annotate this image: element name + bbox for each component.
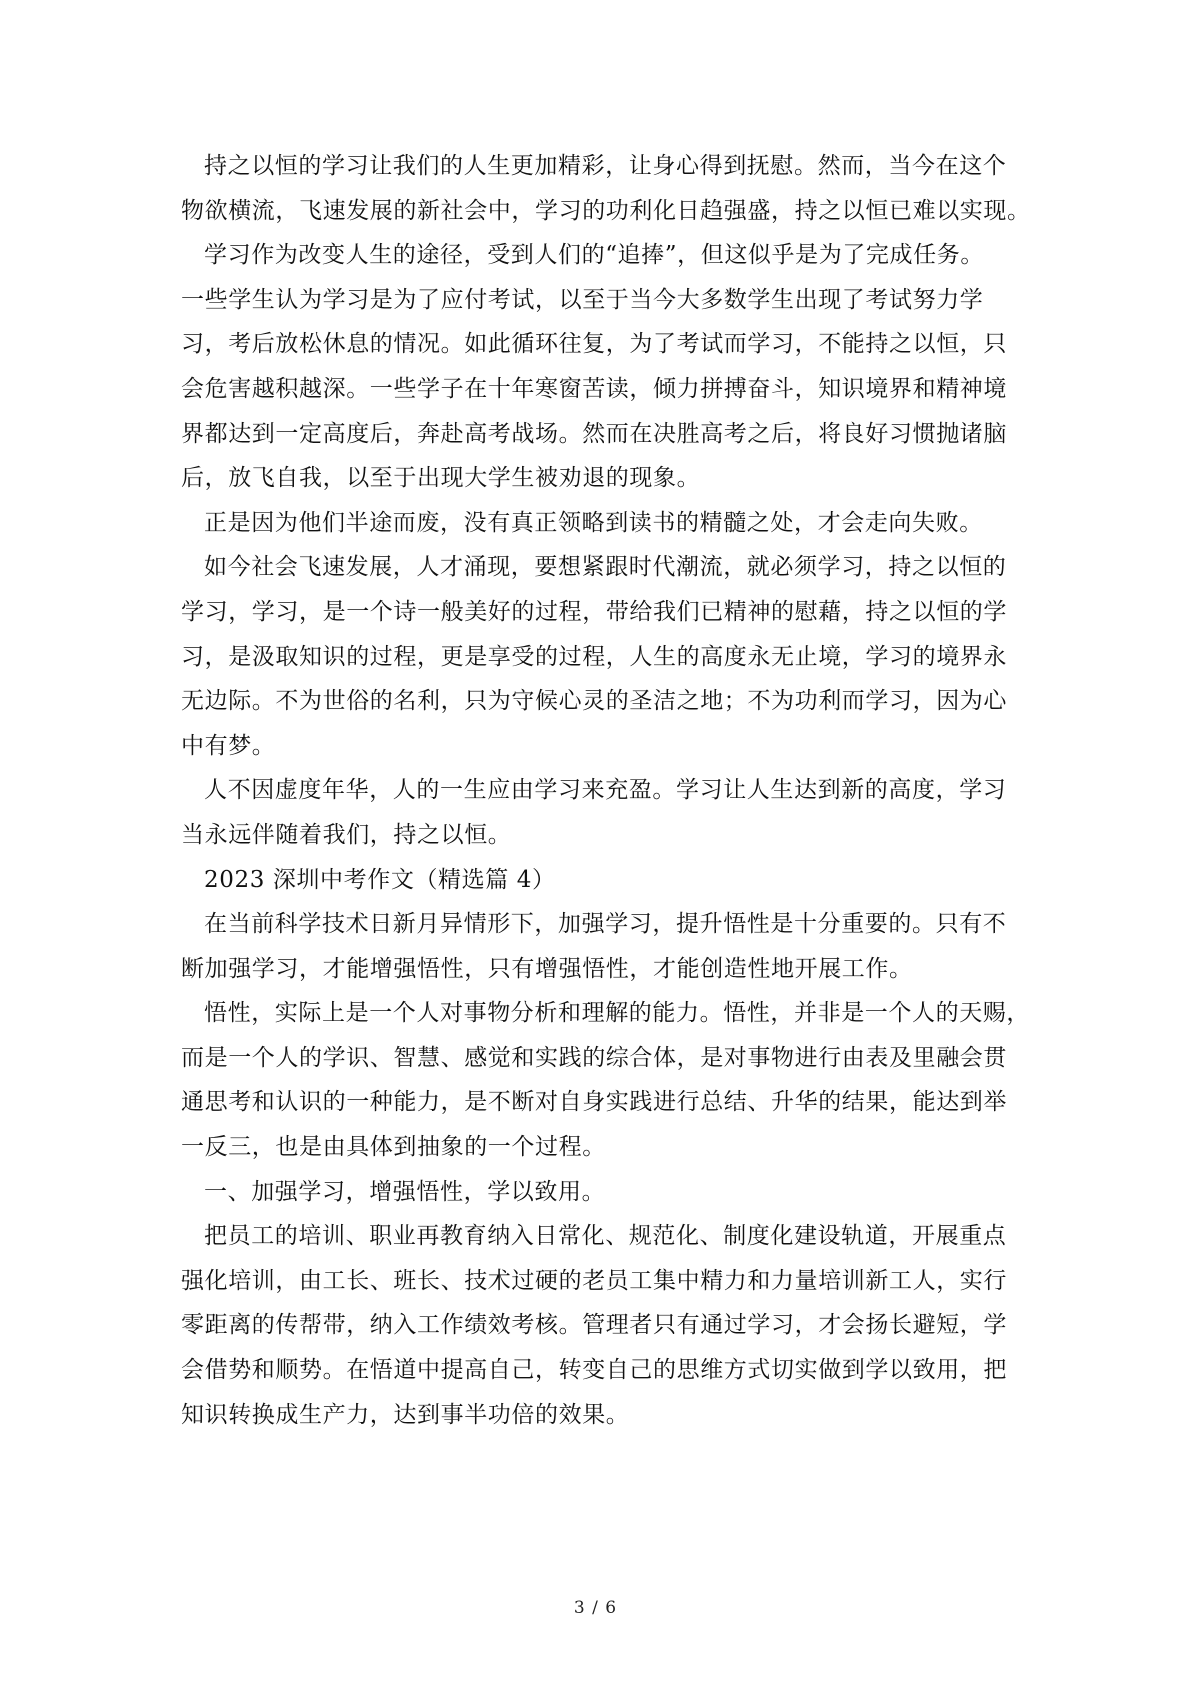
paragraph [181,1214,1015,1437]
paragraph [181,144,1031,233]
text-line: 通思考和认识的一种能力，是不断对自身实践进行总结、升华的结果，能达到举 [181,1089,1007,1116]
text-line: 习，考后放松休息的情况。如此循环往复，为了考试而学习，不能持之以恒，只 [181,331,1007,358]
text-line: 界都达到一定高度后，奔赴高考战场。然而在决胜高考之后，将良好习惯抛诸脑 [181,420,1007,447]
text-line: 2023 深圳中考作文（精选篇 4） [204,866,556,893]
text-line: 后，放飞自我，以至于出现大学生被劝退的现象。 [181,465,701,492]
text-line: 中有梦。 [181,732,276,759]
text-line: 习，是汲取知识的过程，更是享受的过程，人生的高度永无止境，学习的境界永 [181,643,1007,670]
subheading [181,1170,1015,1215]
text-line: 在当前科学技术日新月异情形下，加强学习，提升悟性是十分重要的。只有不 [204,911,1007,938]
text-line: 悟性，实际上是一个人对事物分析和理解的能力。悟性，并非是一个人的天赐， [204,1000,1030,1027]
text-line: 而是一个人的学识、智慧、感觉和实践的综合体，是对事物进行由表及里融会贯 [181,1044,1007,1071]
text-line: 会借势和顺势。在悟道中提高自己，转变自己的思维方式切实做到学以致用，把 [181,1357,1007,1384]
text-line: 把员工的培训、职业再教育纳入日常化、规范化、制度化建设轨道，开展重点 [204,1223,1007,1250]
paragraph [181,233,1015,501]
text-line: 一些学生认为学习是为了应付考试，以至于当今大多数学生出现了考试努力学 [181,286,984,313]
text-line: 学习，学习，是一个诗一般美好的过程，带给我们已精神的慰藉，持之以恒的学 [181,598,1007,625]
text-line: 一、加强学习，增强悟性，学以致用。 [204,1178,606,1205]
text-line: 无边际。不为世俗的名利，只为守候心灵的圣洁之地；不为功利而学习，因为心 [181,688,1007,715]
text-line: 人不因虚度年华，人的一生应由学习来充盈。学习让人生达到新的高度，学习 [204,777,1007,804]
paragraph [181,902,1015,991]
text-line: 当永远伴随着我们，持之以恒。 [181,821,512,848]
text-line: 会危害越积越深。一些学子在十年寒窗苦读，倾力拼搏奋斗，知识境界和精神境 [181,375,1007,402]
text-line: 知识转换成生产力，达到事半功倍的效果。 [181,1401,630,1428]
text-line: 物欲横流，飞速发展的新社会中，学习的功利化日趋强盛，持之以恒已难以实现。 [181,197,1031,224]
paragraph [181,501,1015,546]
text-line: 持之以恒的学习让我们的人生更加精彩，让身心得到抚慰。然而，当今在这个 [204,153,1007,179]
paragraph [181,768,1015,857]
text-line: 学习作为改变人生的途径，受到人们的“追捧”，但这似乎是为了完成任务。 [204,242,984,269]
document-body [181,144,1031,1437]
page-number: 3 / 6 [573,1598,618,1618]
text-line: 正是因为他们半途而废，没有真正领略到读书的精髓之处，才会走向失败。 [204,509,983,536]
paragraph [181,545,1015,768]
text-line: 一反三，也是由具体到抽象的一个过程。 [181,1134,606,1161]
text-line: 如今社会飞速发展，人才涌现，要想紧跟时代潮流，就必须学习，持之以恒的 [204,554,1007,581]
section-heading [181,858,1015,903]
text-line: 零距离的传帮带，纳入工作绩效考核。管理者只有通过学习，才会扬长避短，学 [181,1312,1007,1339]
text-line: 强化培训，由工长、班长、技术过硬的老员工集中精力和力量培训新工人，实行 [181,1267,1007,1294]
paragraph [181,991,1030,1169]
text-line: 断加强学习，才能增强悟性，只有增强悟性，才能创造性地开展工作。 [181,955,913,982]
